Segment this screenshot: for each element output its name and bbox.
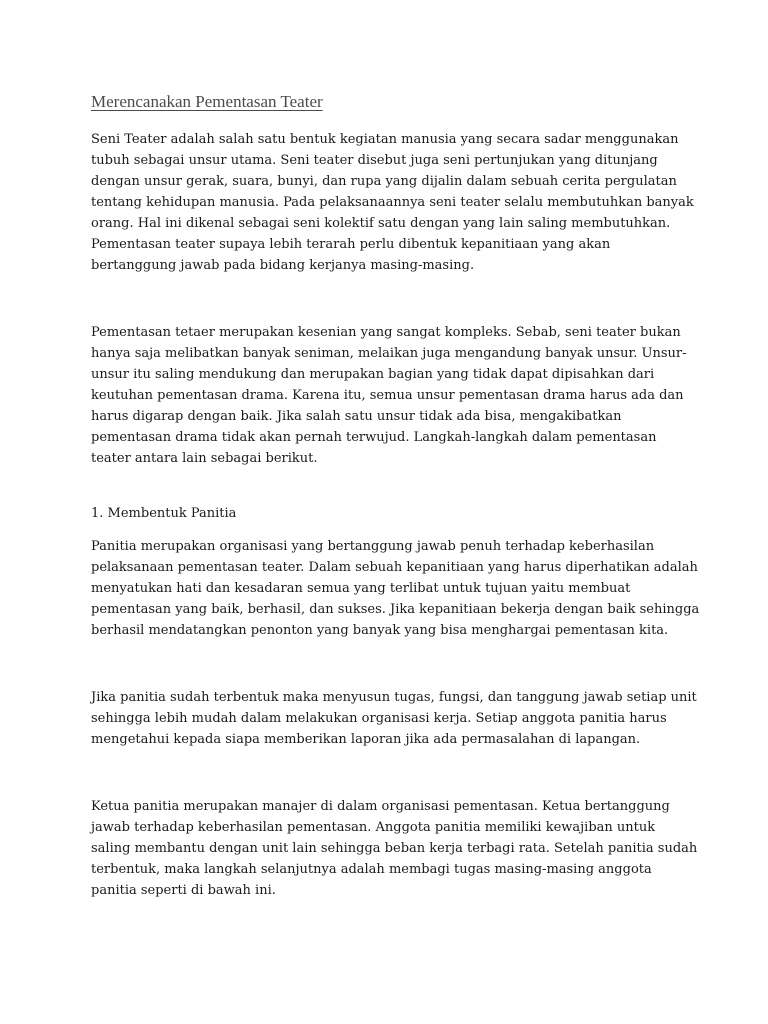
text-line: terbentuk, maka langkah selanjutnya adalah membagi tugas masing-masing anggota [91, 862, 652, 877]
text-line: pelaksanaan pementasan teater. Dalam sebuah kepanitiaan yang harus diperhatikan adalah [91, 560, 698, 575]
text-line: tentang kehidupan manusia. Pada pelaksanaannya seni teater selalu membutuhkan banyak [91, 195, 694, 210]
paragraph-complexity [91, 322, 691, 469]
text-line: teater antara lain sebagai berikut. [91, 451, 318, 466]
text-line: Pementasan teater supaya lebih terarah perlu dibentuk kepanitiaan yang akan [91, 237, 611, 252]
text-line: mengetahui kepada siapa memberikan laporan jika ada permasalahan di lapangan. [91, 732, 641, 747]
text-line: pementasan yang baik, berhasil, dan sukses. Jika kepanitiaan bekerja dengan baik sehingga [91, 602, 700, 617]
paragraph-panitia-tasks [91, 687, 697, 750]
text-line: jawab terhadap keberhasilan pementasan. Anggota panitia memiliki kewajiban untuk [91, 820, 656, 835]
text-line: berhasil mendatangkan penonton yang banyak yang bisa menghargai pementasan kita. [91, 623, 669, 638]
text-line: pementasan drama tidak akan pernah terwujud. Langkah-langkah dalam pementasan [91, 430, 657, 445]
text-line: Jika panitia sudah terbentuk maka menyusun tugas, fungsi, dan tanggung jawab setiap unit [91, 690, 697, 705]
text-line: menyatukan hati dan kesadaran semua yang terlibat untuk tujuan yaitu membuat [91, 581, 631, 596]
document-title: Merencanakan Pementasan Teater [91, 92, 323, 111]
text-line: dengan unsur gerak, suara, bunyi, dan rupa yang dijalin dalam sebuah cerita pergulatan [91, 174, 677, 189]
text-line: keutuhan pementasan drama. Karena itu, semua unsur pementasan drama harus ada dan [91, 388, 684, 403]
paragraph-ketua-panitia [91, 796, 698, 901]
section-heading: 1. Membentuk Panitia [91, 506, 237, 521]
text-line: Pementasan tetaer merupakan kesenian yang sangat kompleks. Sebab, seni teater bukan [91, 325, 681, 340]
text-line: sehingga lebih mudah dalam melakukan organisasi kerja. Setiap anggota panitia harus [91, 711, 667, 726]
paragraph-panitia-definition [91, 536, 700, 641]
text-line: Panitia merupakan organisasi yang bertanggung jawab penuh terhadap keberhasilan [91, 539, 655, 554]
text-line: Seni Teater adalah salah satu bentuk kegiatan manusia yang secara sadar menggunakan [91, 132, 679, 147]
text-line: bertanggung jawab pada bidang kerjanya masing-masing. [91, 258, 475, 273]
paragraph-intro [91, 129, 694, 276]
text-line: harus digarap dengan baik. Jika salah satu unsur tidak ada bisa, mengakibatkan [91, 409, 622, 424]
text-line: tubuh sebagai unsur utama. Seni teater disebut juga seni pertunjukan yang ditunjang [91, 153, 658, 168]
text-line: saling membantu dengan unit lain sehingga beban kerja terbagi rata. Setelah panitia sudah [91, 841, 698, 856]
text-line: hanya saja melibatkan banyak seniman, melaikan juga mengandung banyak unsur. Unsur- [91, 346, 687, 361]
text-line: panitia seperti di bawah ini. [91, 883, 276, 898]
text-line: unsur itu saling mendukung dan merupakan bagian yang tidak dapat dipisahkan dari [91, 367, 655, 382]
text-line: orang. Hal ini dikenal sebagai seni kolektif satu dengan yang lain saling membutuhkan. [91, 216, 671, 231]
text-line: Ketua panitia merupakan manajer di dalam organisasi pementasan. Ketua bertanggung [91, 799, 670, 814]
